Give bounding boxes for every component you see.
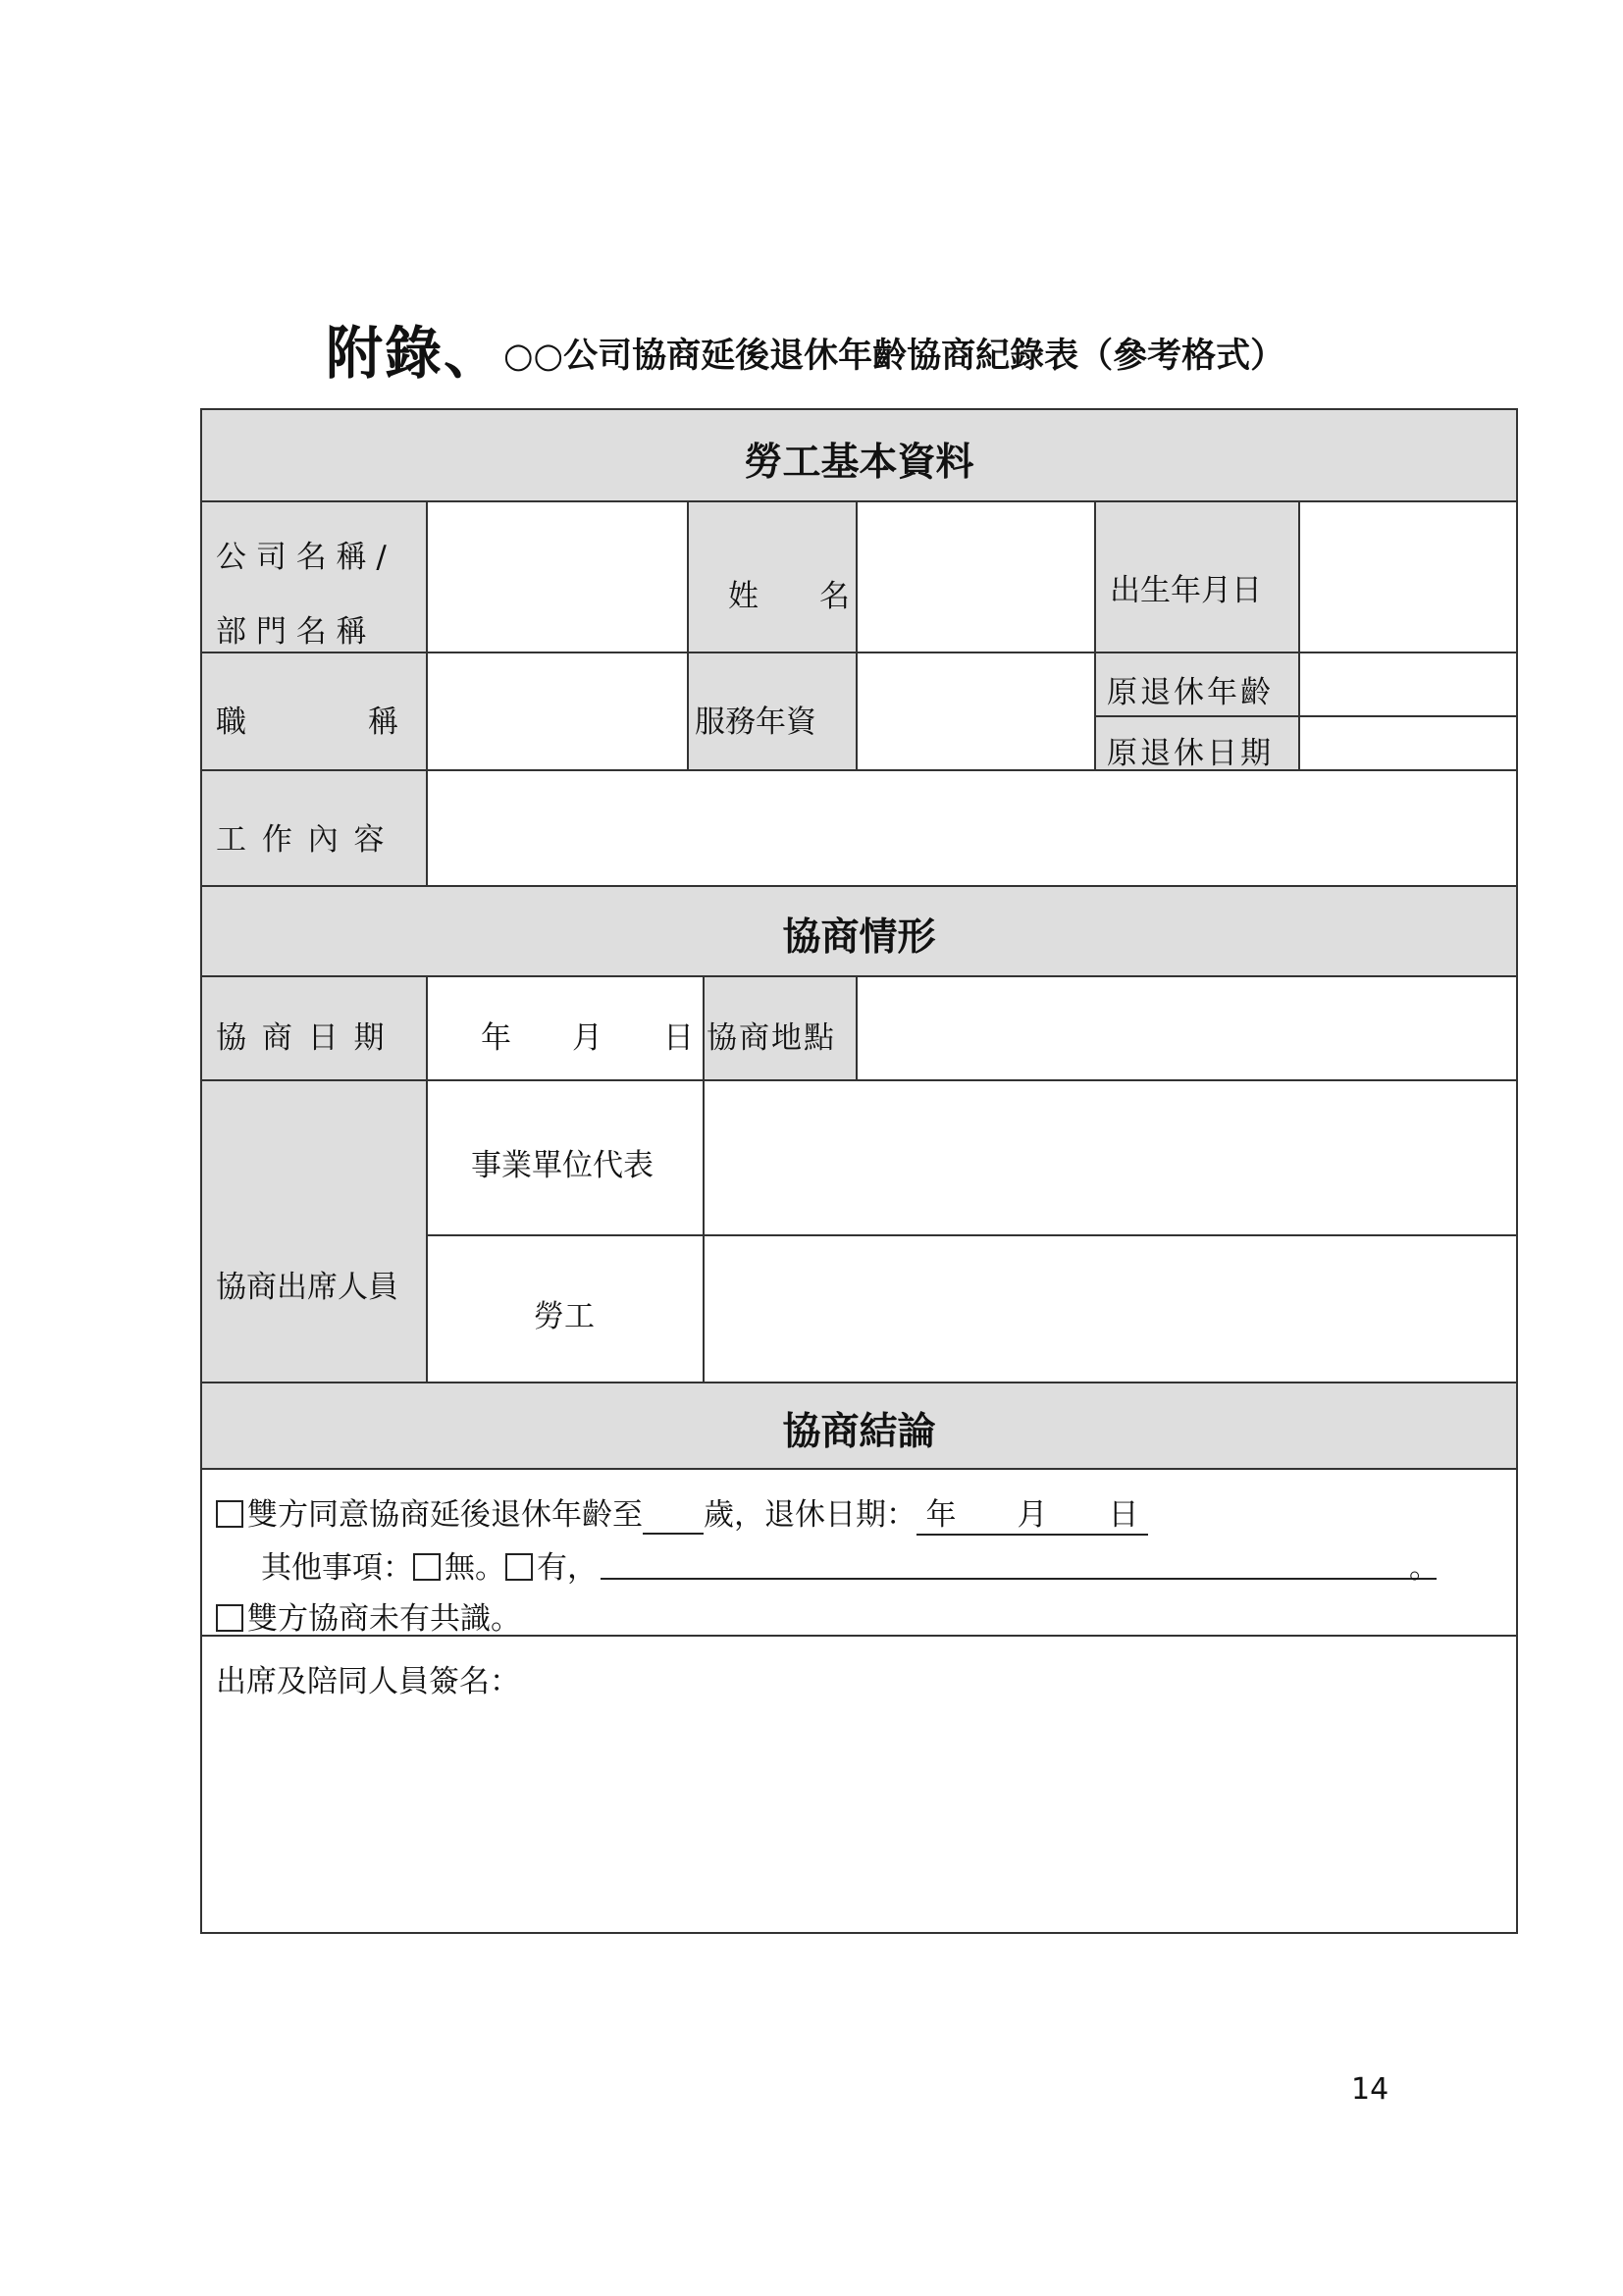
agree-option[interactable]: 雙方同意協商延後退休年齡至 歲，退休日期： 年 月 日 [216,1489,1148,1536]
none-checkbox[interactable] [413,1553,441,1581]
original-retirement-date-label: 原退休日期 [1107,736,1274,771]
worker-label: 勞工 [534,1299,595,1334]
appendix-label: 附錄、 [326,320,503,387]
name-label: 姓 名 [728,579,850,614]
has-checkbox[interactable] [505,1553,533,1581]
department-name-label: 部 門 名 稱 [216,614,367,650]
agree-checkbox[interactable] [216,1500,243,1528]
other-matters: 其他事項： 無。 有， [261,1550,598,1586]
company-name-label: 公 司 名 稱 / [216,540,387,575]
negotiation-record-form [200,408,1518,1934]
birthdate-label: 出生年月日 [1110,573,1262,608]
job-title-label: 職 稱 [216,704,398,740]
section-negotiation: 協商情形 [782,915,936,960]
employer-representative-label: 事業單位代表 [471,1148,654,1183]
attendees-label: 協商出席人員 [216,1270,398,1305]
disagree-checkbox[interactable] [216,1604,243,1632]
seniority-label: 服務年資 [695,704,816,740]
other-matters-period: 。 [1409,1550,1440,1586]
section-conclusion: 協商結論 [782,1410,936,1454]
negotiation-date-label: 協 商 日 期 [216,1020,388,1056]
page-title: ○○公司協商延後退休年齡協商紀錄表（參考格式） [503,337,1285,376]
page-number: 14 [1351,2072,1389,2107]
section-basic-info: 勞工基本資料 [744,441,974,485]
signature-label: 出席及陪同人員簽名： [216,1664,520,1699]
original-retirement-age-label: 原退休年齡 [1107,675,1274,710]
negotiation-date-format: 年 月 日 [481,1020,694,1056]
job-content-label: 工 作 內 容 [216,822,388,858]
negotiation-place-label: 協商地點 [707,1020,836,1056]
disagree-option[interactable]: 雙方協商未有共識。 [216,1593,521,1638]
other-matters-line[interactable] [601,1578,1437,1580]
